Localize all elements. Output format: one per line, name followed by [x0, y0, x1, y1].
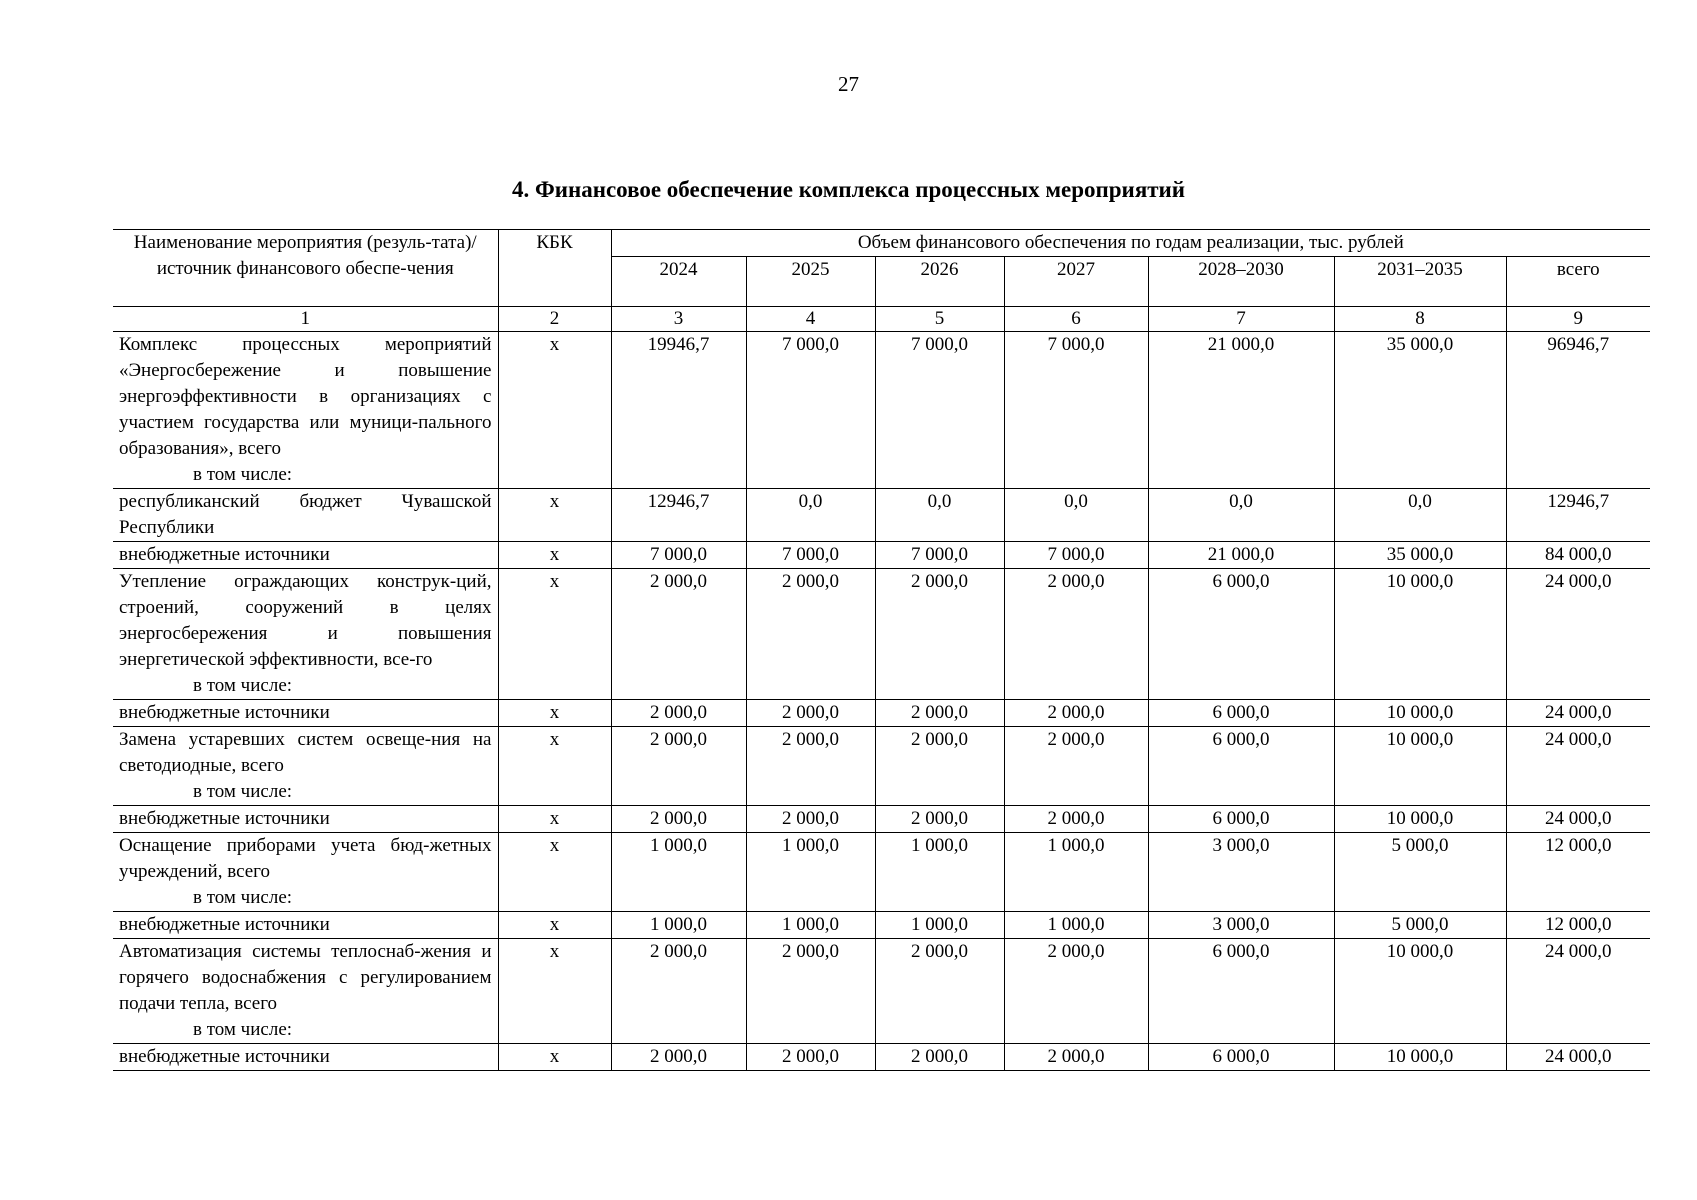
row-value: 1 000,0 [1004, 833, 1148, 912]
row-value: 2 000,0 [746, 806, 875, 833]
row-name: внебюджетные источники [119, 914, 330, 935]
row-value: 1 000,0 [611, 833, 746, 912]
row-value: 7 000,0 [746, 542, 875, 569]
row-name-cell [113, 806, 498, 833]
row-value: 2 000,0 [875, 700, 1004, 727]
row-name-cell [113, 542, 498, 569]
row-value: 7 000,0 [611, 542, 746, 569]
row-value: 24 000,0 [1506, 700, 1650, 727]
row-value: 3 000,0 [1148, 912, 1334, 939]
row-value: 7 000,0 [875, 542, 1004, 569]
row-value: 10 000,0 [1334, 939, 1506, 1044]
row-value: 2 000,0 [1004, 569, 1148, 700]
row-value: 12 000,0 [1506, 833, 1650, 912]
page-number: 27 [838, 72, 859, 96]
row-kbk: х [498, 569, 611, 700]
header-row-top [113, 230, 1650, 257]
row-kbk: х [498, 727, 611, 806]
row-value: 1 000,0 [746, 912, 875, 939]
row-value: 7 000,0 [1004, 332, 1148, 489]
table-row [113, 912, 1650, 939]
row-name-cell [113, 833, 498, 912]
row-kbk: х [498, 912, 611, 939]
table-row [113, 727, 1650, 806]
row-value: 2 000,0 [1004, 700, 1148, 727]
row-name-cell [113, 1044, 498, 1071]
row-kbk: х [498, 939, 611, 1044]
row-value: 2 000,0 [875, 727, 1004, 806]
column-number: 4 [746, 307, 875, 332]
table-row [113, 542, 1650, 569]
row-value: 6 000,0 [1148, 939, 1334, 1044]
row-value: 96946,7 [1506, 332, 1650, 489]
row-value: 24 000,0 [1506, 727, 1650, 806]
row-value: 10 000,0 [1334, 727, 1506, 806]
row-value: 12946,7 [611, 489, 746, 542]
row-value: 2 000,0 [1004, 939, 1148, 1044]
row-subtitle: в том числе: [193, 675, 293, 696]
row-name-cell [113, 700, 498, 727]
header-year: 2028–2030 [1148, 257, 1334, 307]
row-value: 2 000,0 [875, 1044, 1004, 1071]
row-value: 7 000,0 [746, 332, 875, 489]
row-value: 6 000,0 [1148, 1044, 1334, 1071]
column-number: 8 [1334, 307, 1506, 332]
row-value: 7 000,0 [875, 332, 1004, 489]
row-name: Комплекс процессных мероприятий «Энергосбережение и повышение энергоэффективности в организациях с участием государства или муници-пального образования», всего [119, 334, 492, 459]
row-value: 7 000,0 [1004, 542, 1148, 569]
header-volume-group: Объем финансового обеспечения по годам реализации, тыс. рублей [611, 230, 1650, 257]
row-value: 2 000,0 [746, 569, 875, 700]
row-value: 10 000,0 [1334, 806, 1506, 833]
row-value: 24 000,0 [1506, 806, 1650, 833]
row-value: 1 000,0 [611, 912, 746, 939]
row-value: 12 000,0 [1506, 912, 1650, 939]
row-value: 21 000,0 [1148, 332, 1334, 489]
row-value: 2 000,0 [1004, 806, 1148, 833]
row-value: 10 000,0 [1334, 700, 1506, 727]
row-value: 0,0 [1334, 489, 1506, 542]
row-value: 10 000,0 [1334, 1044, 1506, 1071]
row-value: 6 000,0 [1148, 727, 1334, 806]
row-kbk: х [498, 806, 611, 833]
row-kbk: х [498, 1044, 611, 1071]
row-name: Утепление ограждающих конструк-ций, строений, сооружений в целях энергосбережения и повышения энергетической эффективности, все-го [119, 571, 492, 670]
row-name-cell [113, 489, 498, 542]
row-value: 2 000,0 [875, 569, 1004, 700]
row-value: 24 000,0 [1506, 1044, 1650, 1071]
row-value: 2 000,0 [746, 1044, 875, 1071]
row-value: 10 000,0 [1334, 569, 1506, 700]
table-row [113, 806, 1650, 833]
section-heading: 4. Финансовое обеспечение комплекса процессных мероприятий [511, 177, 1186, 202]
column-number: 9 [1506, 307, 1650, 332]
column-number: 7 [1148, 307, 1334, 332]
column-number: 1 [113, 307, 498, 332]
row-name-cell [113, 727, 498, 806]
row-name: Замена устаревших систем освеще-ния на светодиодные, всего [119, 729, 492, 776]
row-value: 2 000,0 [611, 569, 746, 700]
header-kbk-col: КБК [498, 230, 611, 307]
row-value: 24 000,0 [1506, 939, 1650, 1044]
table-row [113, 939, 1650, 1044]
row-value: 0,0 [1004, 489, 1148, 542]
row-value: 2 000,0 [611, 727, 746, 806]
row-value: 12946,7 [1506, 489, 1650, 542]
column-number: 6 [1004, 307, 1148, 332]
header-year: 2027 [1004, 257, 1148, 307]
row-name: Оснащение приборами учета бюд-жетных учреждений, всего [119, 835, 492, 882]
row-subtitle: в том числе: [193, 887, 293, 908]
row-value: 2 000,0 [611, 939, 746, 1044]
header-year: 2026 [875, 257, 1004, 307]
row-value: 24 000,0 [1506, 569, 1650, 700]
row-name: внебюджетные источники [119, 1046, 330, 1067]
row-value: 1 000,0 [875, 833, 1004, 912]
row-value: 6 000,0 [1148, 569, 1334, 700]
row-value: 2 000,0 [611, 806, 746, 833]
row-name: республиканский бюджет Чувашской Республики [119, 491, 492, 538]
column-number: 2 [498, 307, 611, 332]
row-value: 0,0 [1148, 489, 1334, 542]
table-row [113, 489, 1650, 542]
row-kbk: х [498, 542, 611, 569]
row-value: 2 000,0 [746, 700, 875, 727]
header-year-total: всего [1506, 257, 1650, 307]
row-value: 84 000,0 [1506, 542, 1650, 569]
row-kbk: х [498, 489, 611, 542]
row-value: 35 000,0 [1334, 332, 1506, 489]
row-value: 0,0 [875, 489, 1004, 542]
row-name: внебюджетные источники [119, 544, 330, 565]
row-value: 35 000,0 [1334, 542, 1506, 569]
row-value: 6 000,0 [1148, 806, 1334, 833]
row-value: 2 000,0 [611, 700, 746, 727]
table-row [113, 700, 1650, 727]
row-kbk: х [498, 332, 611, 489]
row-value: 19946,7 [611, 332, 746, 489]
row-value: 3 000,0 [1148, 833, 1334, 912]
row-subtitle: в том числе: [193, 1019, 293, 1040]
table-row [113, 1044, 1650, 1071]
row-value: 2 000,0 [875, 806, 1004, 833]
row-name-cell [113, 332, 498, 489]
row-name: внебюджетные источники [119, 808, 330, 829]
row-value: 1 000,0 [746, 833, 875, 912]
financing-table [113, 229, 1650, 1071]
column-number: 3 [611, 307, 746, 332]
row-kbk: х [498, 833, 611, 912]
row-value: 0,0 [746, 489, 875, 542]
row-value: 6 000,0 [1148, 700, 1334, 727]
header-name-col: Наименование мероприятия (резуль-тата)/источник финансового обеспе-чения [113, 230, 498, 307]
row-value: 2 000,0 [1004, 1044, 1148, 1071]
row-name-cell [113, 569, 498, 700]
table-row [113, 833, 1650, 912]
row-subtitle: в том числе: [193, 464, 293, 485]
header-year: 2024 [611, 257, 746, 307]
row-value: 1 000,0 [875, 912, 1004, 939]
row-value: 2 000,0 [611, 1044, 746, 1071]
row-kbk: х [498, 700, 611, 727]
row-subtitle: в том числе: [193, 781, 293, 802]
row-value: 2 000,0 [746, 727, 875, 806]
row-name: внебюджетные источники [119, 702, 330, 723]
row-name-cell [113, 912, 498, 939]
header-year: 2031–2035 [1334, 257, 1506, 307]
row-value: 5 000,0 [1334, 833, 1506, 912]
table-row [113, 332, 1650, 489]
row-name-cell [113, 939, 498, 1044]
row-value: 2 000,0 [875, 939, 1004, 1044]
row-value: 2 000,0 [746, 939, 875, 1044]
table-row [113, 569, 1650, 700]
header-year: 2025 [746, 257, 875, 307]
row-value: 21 000,0 [1148, 542, 1334, 569]
row-value: 1 000,0 [1004, 912, 1148, 939]
column-number-row [113, 307, 1650, 332]
row-name: Автоматизация системы теплоснаб-жения и горячего водоснабжения с регулированием подачи тепла, всего [119, 941, 492, 1014]
column-number: 5 [875, 307, 1004, 332]
row-value: 2 000,0 [1004, 727, 1148, 806]
row-value: 5 000,0 [1334, 912, 1506, 939]
